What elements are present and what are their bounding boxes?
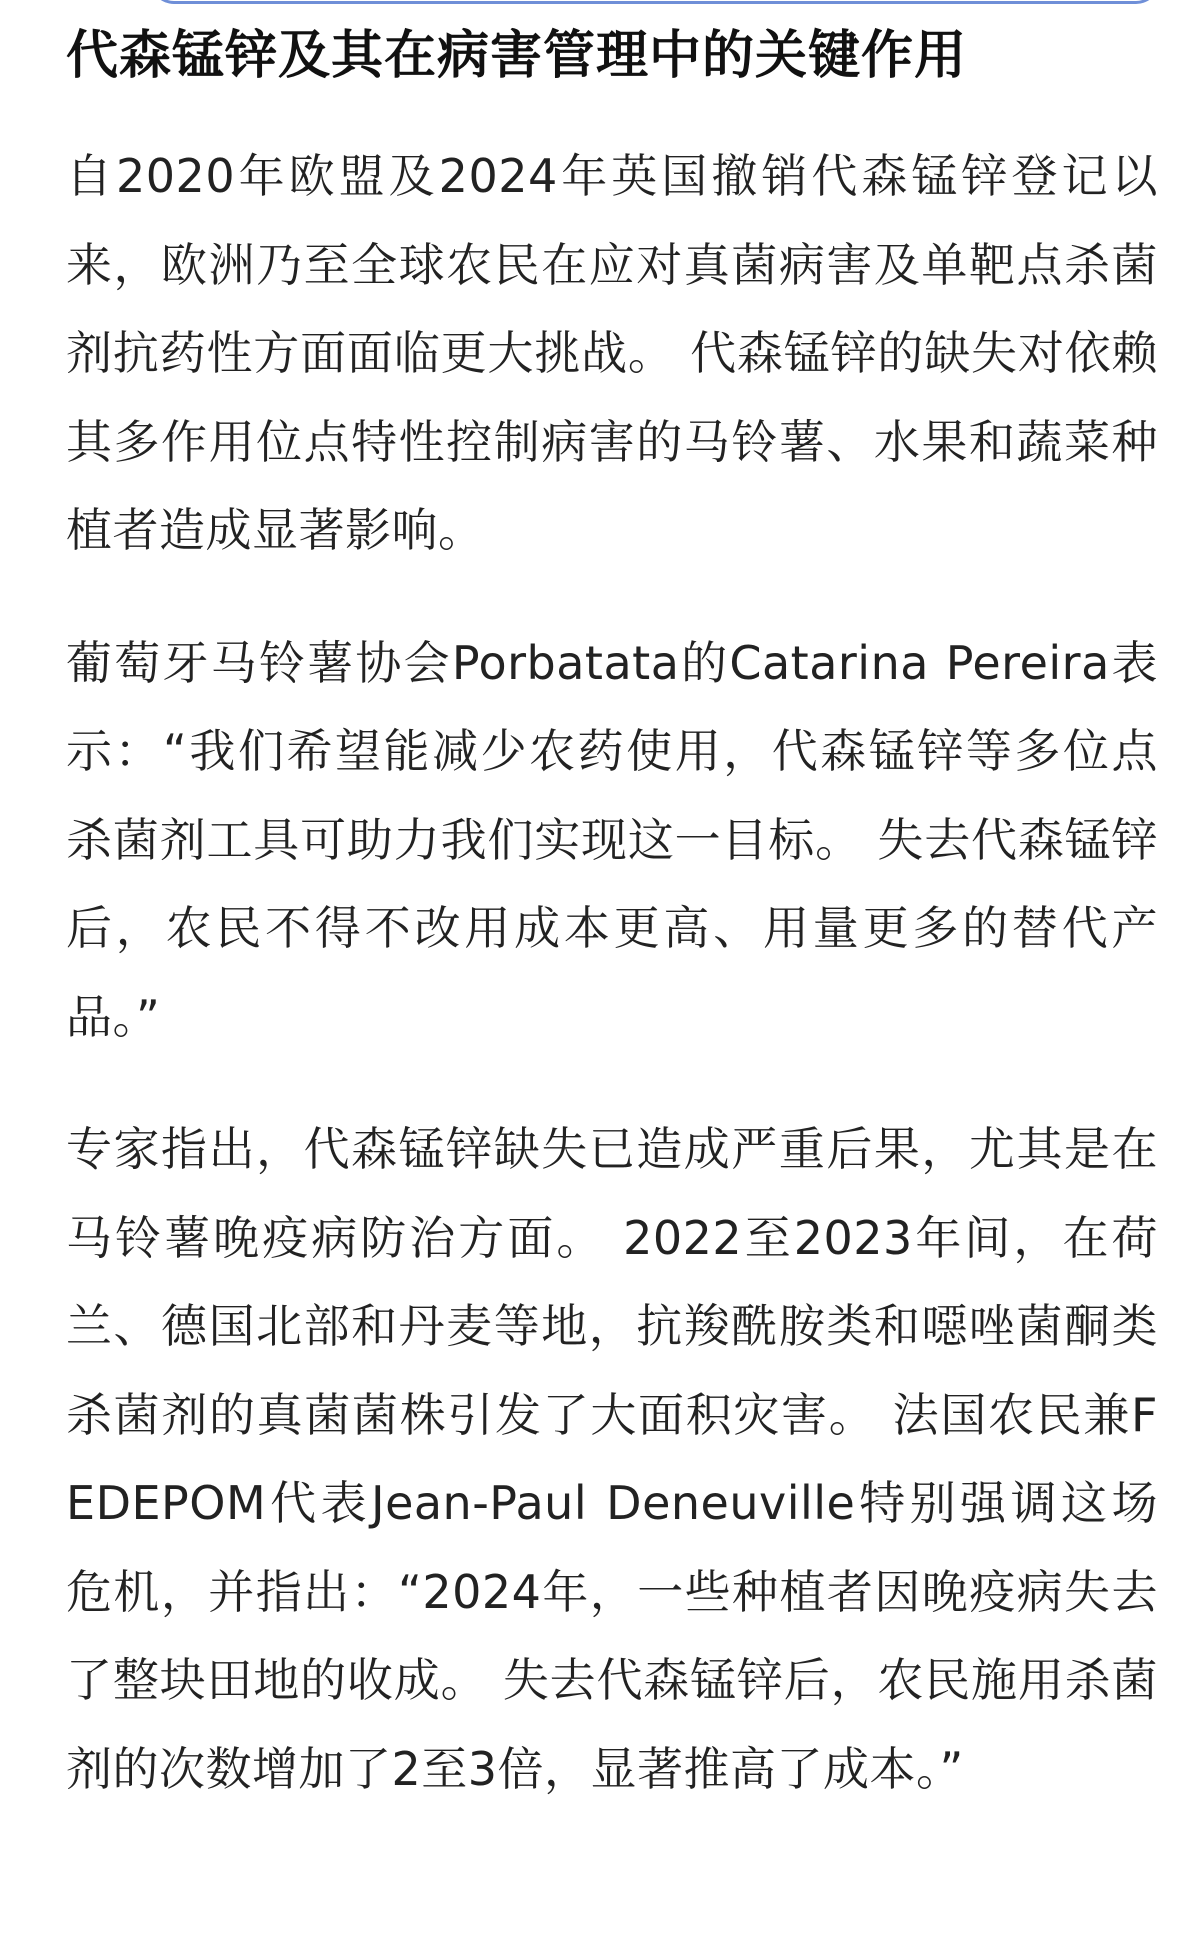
previous-card-edge [150, 0, 1160, 4]
article-paragraph-2: 葡萄牙马铃薯协会Porbatata的Catarina Pereira表示：“我们希望能减少农药使用，代森锰锌等多位点杀菌剂工具可助力我们实现这一目标。 失去代森锰锌后，农民不得不改用成本更高、用量更多的替代产品。” [66, 635, 1158, 1044]
article-body [66, 20, 1158, 1813]
article-paragraph-1: 自2020年欧盟及2024年英国撤销代森锰锌登记以来，欧洲乃至全球农民在应对真菌病害及单靶点杀菌剂抗药性方面面临更大挑战。 代森锰锌的缺失对依赖其多作用位点特性控制病害的马铃薯、水果和蔬菜种植者造成显著影响。 [66, 149, 1158, 557]
article-title: 代森锰锌及其在病害管理中的关键作用 [66, 26, 968, 86]
article-paragraph-3: 专家指出，代森锰锌缺失已造成严重后果，尤其是在马铃薯晚疫病防治方面。 2022至2023年间，在荷兰、德国北部和丹麦等地，抗羧酰胺类和噁唑菌酮类杀菌剂的真菌菌株引发了大面积灾害。 法国农民兼FEDEPOM代表Jean-Paul Deneuville特别强调这场危机，并指出：“2024年，一些种植者因晚疫病失去了整块田地的收成。 失去代森锰锌后，农民施用杀菌剂的次数增加了2至3倍，显著推高了成本。” [66, 1122, 1158, 1796]
